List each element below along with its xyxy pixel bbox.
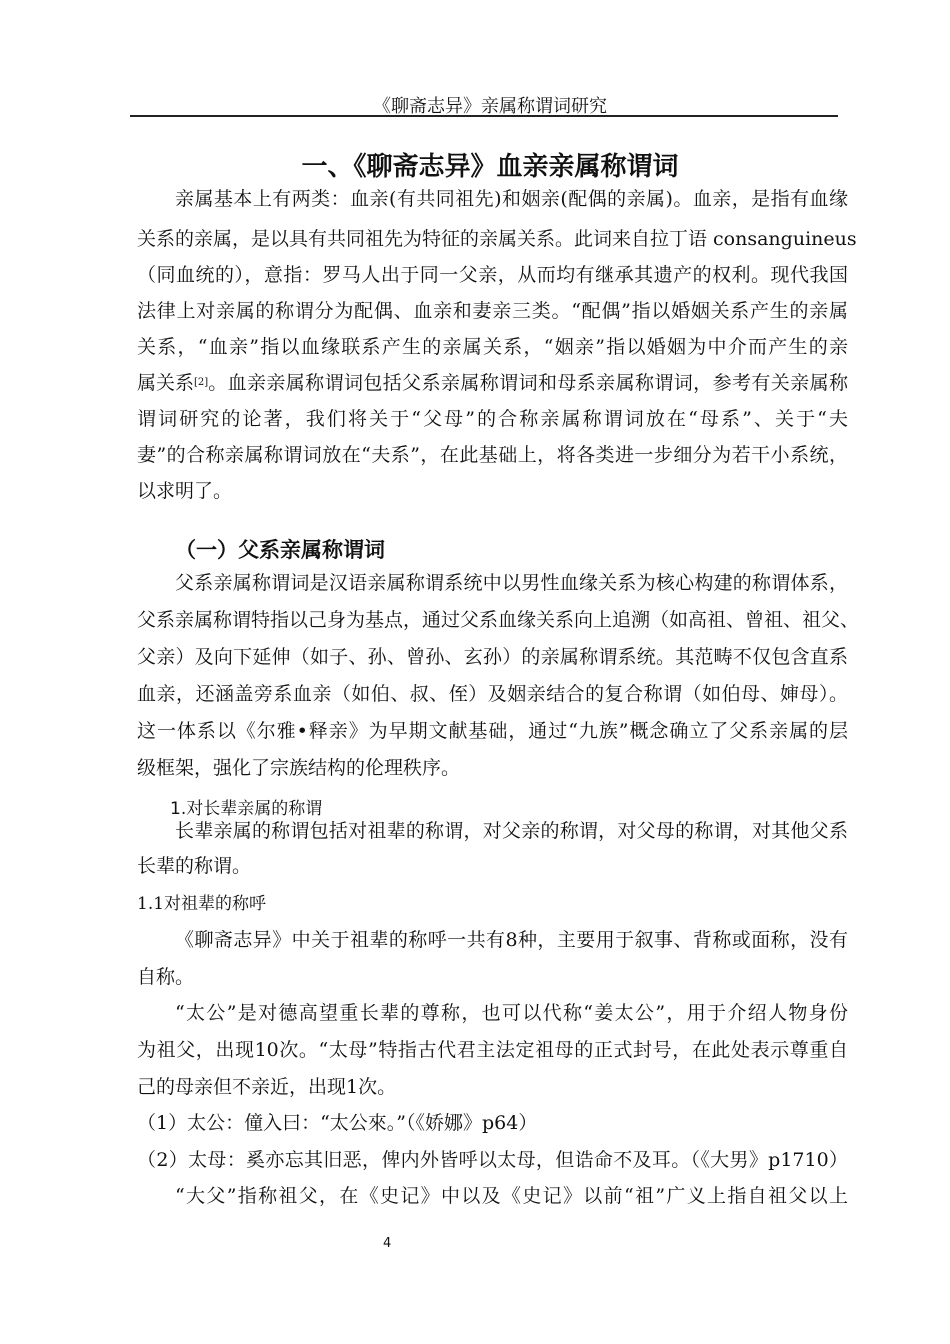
example-line: （2）太母：奚亦忘其旧恶，俾内外皆呼以太母，但诰命不及耳。（《大男》p1710） xyxy=(137,1149,848,1171)
paragraph-line: （同血统的），意指：罗马人出于同一父亲，从而均有继承其遗产的权利。现代我国 xyxy=(137,264,848,286)
text: 属关系 xyxy=(137,372,195,394)
paragraph-line: 以求明了。 xyxy=(137,480,233,502)
paragraph-line: 己的母亲但不亲近，出现1次。 xyxy=(137,1076,397,1098)
paragraph-line: 谓词研究的论著，我们将关于“父母”的合称亲属称谓词放在“母系”、关于“夫 xyxy=(137,408,848,430)
paragraph-line: 父亲）及向下延伸（如子、孙、曾孙、玄孙）的亲属称谓系统。其范畴不仅包含直系 xyxy=(137,646,848,668)
paragraph-line xyxy=(137,371,848,395)
page-number: 4 xyxy=(383,1236,392,1251)
subsection-heading: 1.对长辈亲属的称谓 xyxy=(170,799,323,819)
section-heading: （一）父系亲属称谓词 xyxy=(175,538,385,562)
citation-ref[interactable]: [2] xyxy=(194,377,209,388)
running-header: 《聊斋志异》亲属称谓词研究 xyxy=(373,96,607,117)
paragraph-line: 这一体系以《尔雅•释亲》为早期文献基础，通过“九族”概念确立了父系亲属的层 xyxy=(137,720,848,742)
paragraph-line: 为祖父，出现10次。“太母”特指古代君主法定祖母的正式封号，在此处表示尊重自 xyxy=(137,1039,848,1061)
paragraph-line: 亲属基本上有两类：血亲(有共同祖先)和姻亲(配偶的亲属)。血亲，是指有血缘 xyxy=(175,188,848,210)
paragraph-line: 关系，“血亲”指以血缘联系产生的亲属关系，“姻亲”指以婚姻为中介而产生的亲 xyxy=(137,336,848,358)
paragraph-line: 关系的亲属，是以具有共同祖先为特征的亲属关系。此词来自拉丁语 consanguineus xyxy=(137,228,857,250)
example-line: （1）太公：僮入曰：“太公來。”（《娇娜》p64） xyxy=(137,1112,538,1134)
paragraph-line: 《聊斋志异》中关于祖辈的称呼一共有8种，主要用于叙事、背称或面称，没有 xyxy=(175,929,848,951)
chapter-title: 一、《聊斋志异》血亲亲属称谓词 xyxy=(301,152,679,182)
paragraph-line: 长辈亲属的称谓包括对祖辈的称谓，对父亲的称谓，对父母的称谓，对其他父系 xyxy=(175,820,848,842)
paragraph-line: “太公”是对德高望重长辈的尊称，也可以代称“姜太公”，用于介绍人物身份 xyxy=(175,1002,848,1024)
paragraph-line: 长辈的称谓。 xyxy=(137,855,252,877)
header-rule xyxy=(130,115,838,117)
paragraph-line: 妻”的合称亲属称谓词放在“夫系”，在此基础上，将各类进一步细分为若干小系统， xyxy=(137,444,848,466)
paragraph-line: “大父”指称祖父，在《史记》中以及《史记》以前“祖”广义上指自祖父以上 xyxy=(175,1185,848,1207)
subsubsection-heading: 1.1对祖辈的称呼 xyxy=(137,894,267,914)
paragraph-line: 父系亲属称谓特指以己身为基点，通过父系血缘关系向上追溯（如高祖、曾祖、祖父、 xyxy=(137,609,860,631)
paragraph-line: 父系亲属称谓词是汉语亲属称谓系统中以男性血缘关系为核心构建的称谓体系， xyxy=(175,572,848,594)
paragraph-line: 自称。 xyxy=(137,966,195,988)
text: 。血亲亲属称谓词包括父系亲属称谓词和母系亲属称谓词，参考有关亲属称 xyxy=(208,372,848,394)
paragraph-line: 级框架，强化了宗族结构的伦理秩序。 xyxy=(137,757,461,779)
paragraph-line: 法律上对亲属的称谓分为配偶、血亲和妻亲三类。“配偶”指以婚姻关系产生的亲属 xyxy=(137,300,848,322)
paragraph-line: 血亲，还涵盖旁系血亲（如伯、叔、侄）及姻亲结合的复合称谓（如伯母、婶母）。 xyxy=(137,683,848,705)
